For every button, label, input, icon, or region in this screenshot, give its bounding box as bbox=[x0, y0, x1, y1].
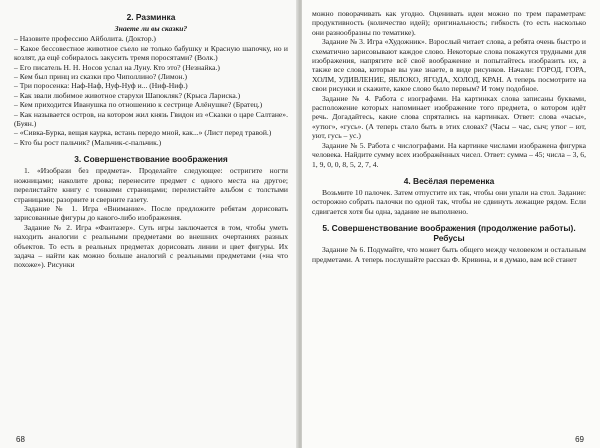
exercise-paragraph: Задание № 6. Подумайте, что может быть общего между человеком и остальным предметами. А теперь послушайте рассказ Ф. Кривина, и я думаю, вам всё станет bbox=[312, 245, 586, 264]
exercise-paragraph: Задание № 5. Работа с числографами. На картинке числами изображена фигурка человека. Найдите сумму всех изображённых чисел. Ответ: сумма – 45; числа – 3, 6, 1, 9, 0, 0, 8, 5, 2, 7, 4. bbox=[312, 140, 586, 169]
exercise-paragraph: Задание № 4. Работа с изографами. На картинках слова записаны буквами, расположение которых напоминает изображение того предмета, о котором идёт речь. Догадайтесь, какие слова спрятались на картинках. Ответ: слова «часы», «утюг», «гусь». (А теперь стало быть в этих словах? (Часы – час, сыч; утюг – ют, уют, гусь – ус.) bbox=[312, 93, 586, 141]
quiz-line: – Кем был принц из сказки про Чиполлино? (Лимон.) bbox=[14, 72, 188, 82]
exercise-paragraph: Задание № 2. Игра «Фантазер». Суть игры заключается в том, чтобы уметь находить аналогии с реальными предметами во внешних очертаниях разных объектов. То есть в реальных предметах дорисовать линии и цвет фигуры. Их задача – найти как можно больше аналогий с реальными предметами («на что похоже»). Рисунки bbox=[14, 222, 288, 270]
page-number-left: 68 bbox=[16, 435, 25, 444]
heading-warmup: 2. Разминка bbox=[126, 12, 176, 22]
quiz-line: – Как звали любимое животное старухи Шапокляк? (Крыса Лариска.) bbox=[14, 90, 241, 100]
left-page-text bbox=[14, 9, 288, 270]
right-page-text bbox=[312, 9, 586, 264]
exercise-paragraph: Возьмите 10 палочек. Затем отпустите их так, чтобы они упали на стол. Задание: осторожно собрать палочки по одной так, чтобы не сдвинуть лежащие рядом. Если сдвигается хотя бы одна, задание не выполнено. bbox=[312, 187, 586, 216]
exercise-paragraph: Задание № 3. Игра «Художник». Взрослый читает слова, а ребята очень быстро и схематично зарисовывают каждое слово. Некоторые слова покажутся трудными для изображения, напрягите всё своё воображение и попытайтесь изобразить их, а также все слова, которые вы уже знаете, в виде рисунков. Начали: ГОРОД, ГОРА, ХОЛМ, УДИВЛЕНИЕ, ЯБЛОКО, ЯГОДА, ХОЛОД, КРАН. А теперь посмотрите на свои рисунки и скажите, какое слово было первым? И тому подобное. bbox=[312, 37, 586, 94]
exercise-paragraph: можно поворачивать как угодно. Оценивать идеи можно по трем параметрам: продуктивность (количество идей); оригинальность; гибкость (то есть насколько они разнообразны по тематике). bbox=[312, 9, 586, 37]
quiz-line: – Кто бы рост пальчик? (Мальчик-с-пальчик.) bbox=[14, 137, 162, 147]
quiz-line: – Его писатель Н. Н. Носов услал на Луну. Кто это? (Незнайка.) bbox=[14, 62, 220, 72]
quiz-line: – Кем приходится Иванушка по отношению к сестрице Алёнушке? (Братец.) bbox=[14, 100, 263, 110]
page-number-right: 69 bbox=[575, 435, 584, 444]
right-page bbox=[302, 0, 600, 448]
quiz-line: – Назовите профессию Айболита. (Доктор.) bbox=[14, 34, 156, 44]
heading-break: 4. Весёлая переменка bbox=[403, 175, 495, 186]
quiz-line: – «Сивка-Бурка, вещая каурка, встань передо мной, как...» (Лист перед травой.) bbox=[14, 128, 272, 138]
heading-imagination: 3. Совершенствование воображения bbox=[74, 154, 228, 165]
quiz-line: – Какое бессовестное животное съело не только бабушку и Красную шапочку, но и козлят, да ещё собиралось закусить тремя поросятами? (Волк.) bbox=[14, 43, 288, 63]
subheading-fairy-tales: Знаете ли вы сказки? bbox=[114, 24, 188, 33]
heading-imagination-continued: 5. Совершенствование воображения (продолжение работы). Ребусы bbox=[322, 223, 576, 244]
quiz-line: – Три поросенка: Наф-Наф, Нуф-Нуф и... (Ниф-Ниф.) bbox=[14, 81, 188, 91]
left-page bbox=[0, 0, 298, 448]
quiz-line: – Как называется остров, на котором жил князь Гвидон из «Сказки о царе Салтане». (Буян.) bbox=[14, 109, 288, 129]
exercise-paragraph: 1. «Изобрази без предмета». Проделайте следующее: остригите ногти ножницами; наколите дрова; перенесите предмет с одного места на другое; перелистайте книгу с тонкими страницами; перелистайте альбом с толстыми страницами; разорвите и сверните газету. bbox=[14, 166, 288, 204]
exercise-paragraph: Задание № 1. Игра «Внимание». После предложите ребятам дорисовать зарисованные фигуры до какого-либо изображения. bbox=[14, 203, 288, 223]
